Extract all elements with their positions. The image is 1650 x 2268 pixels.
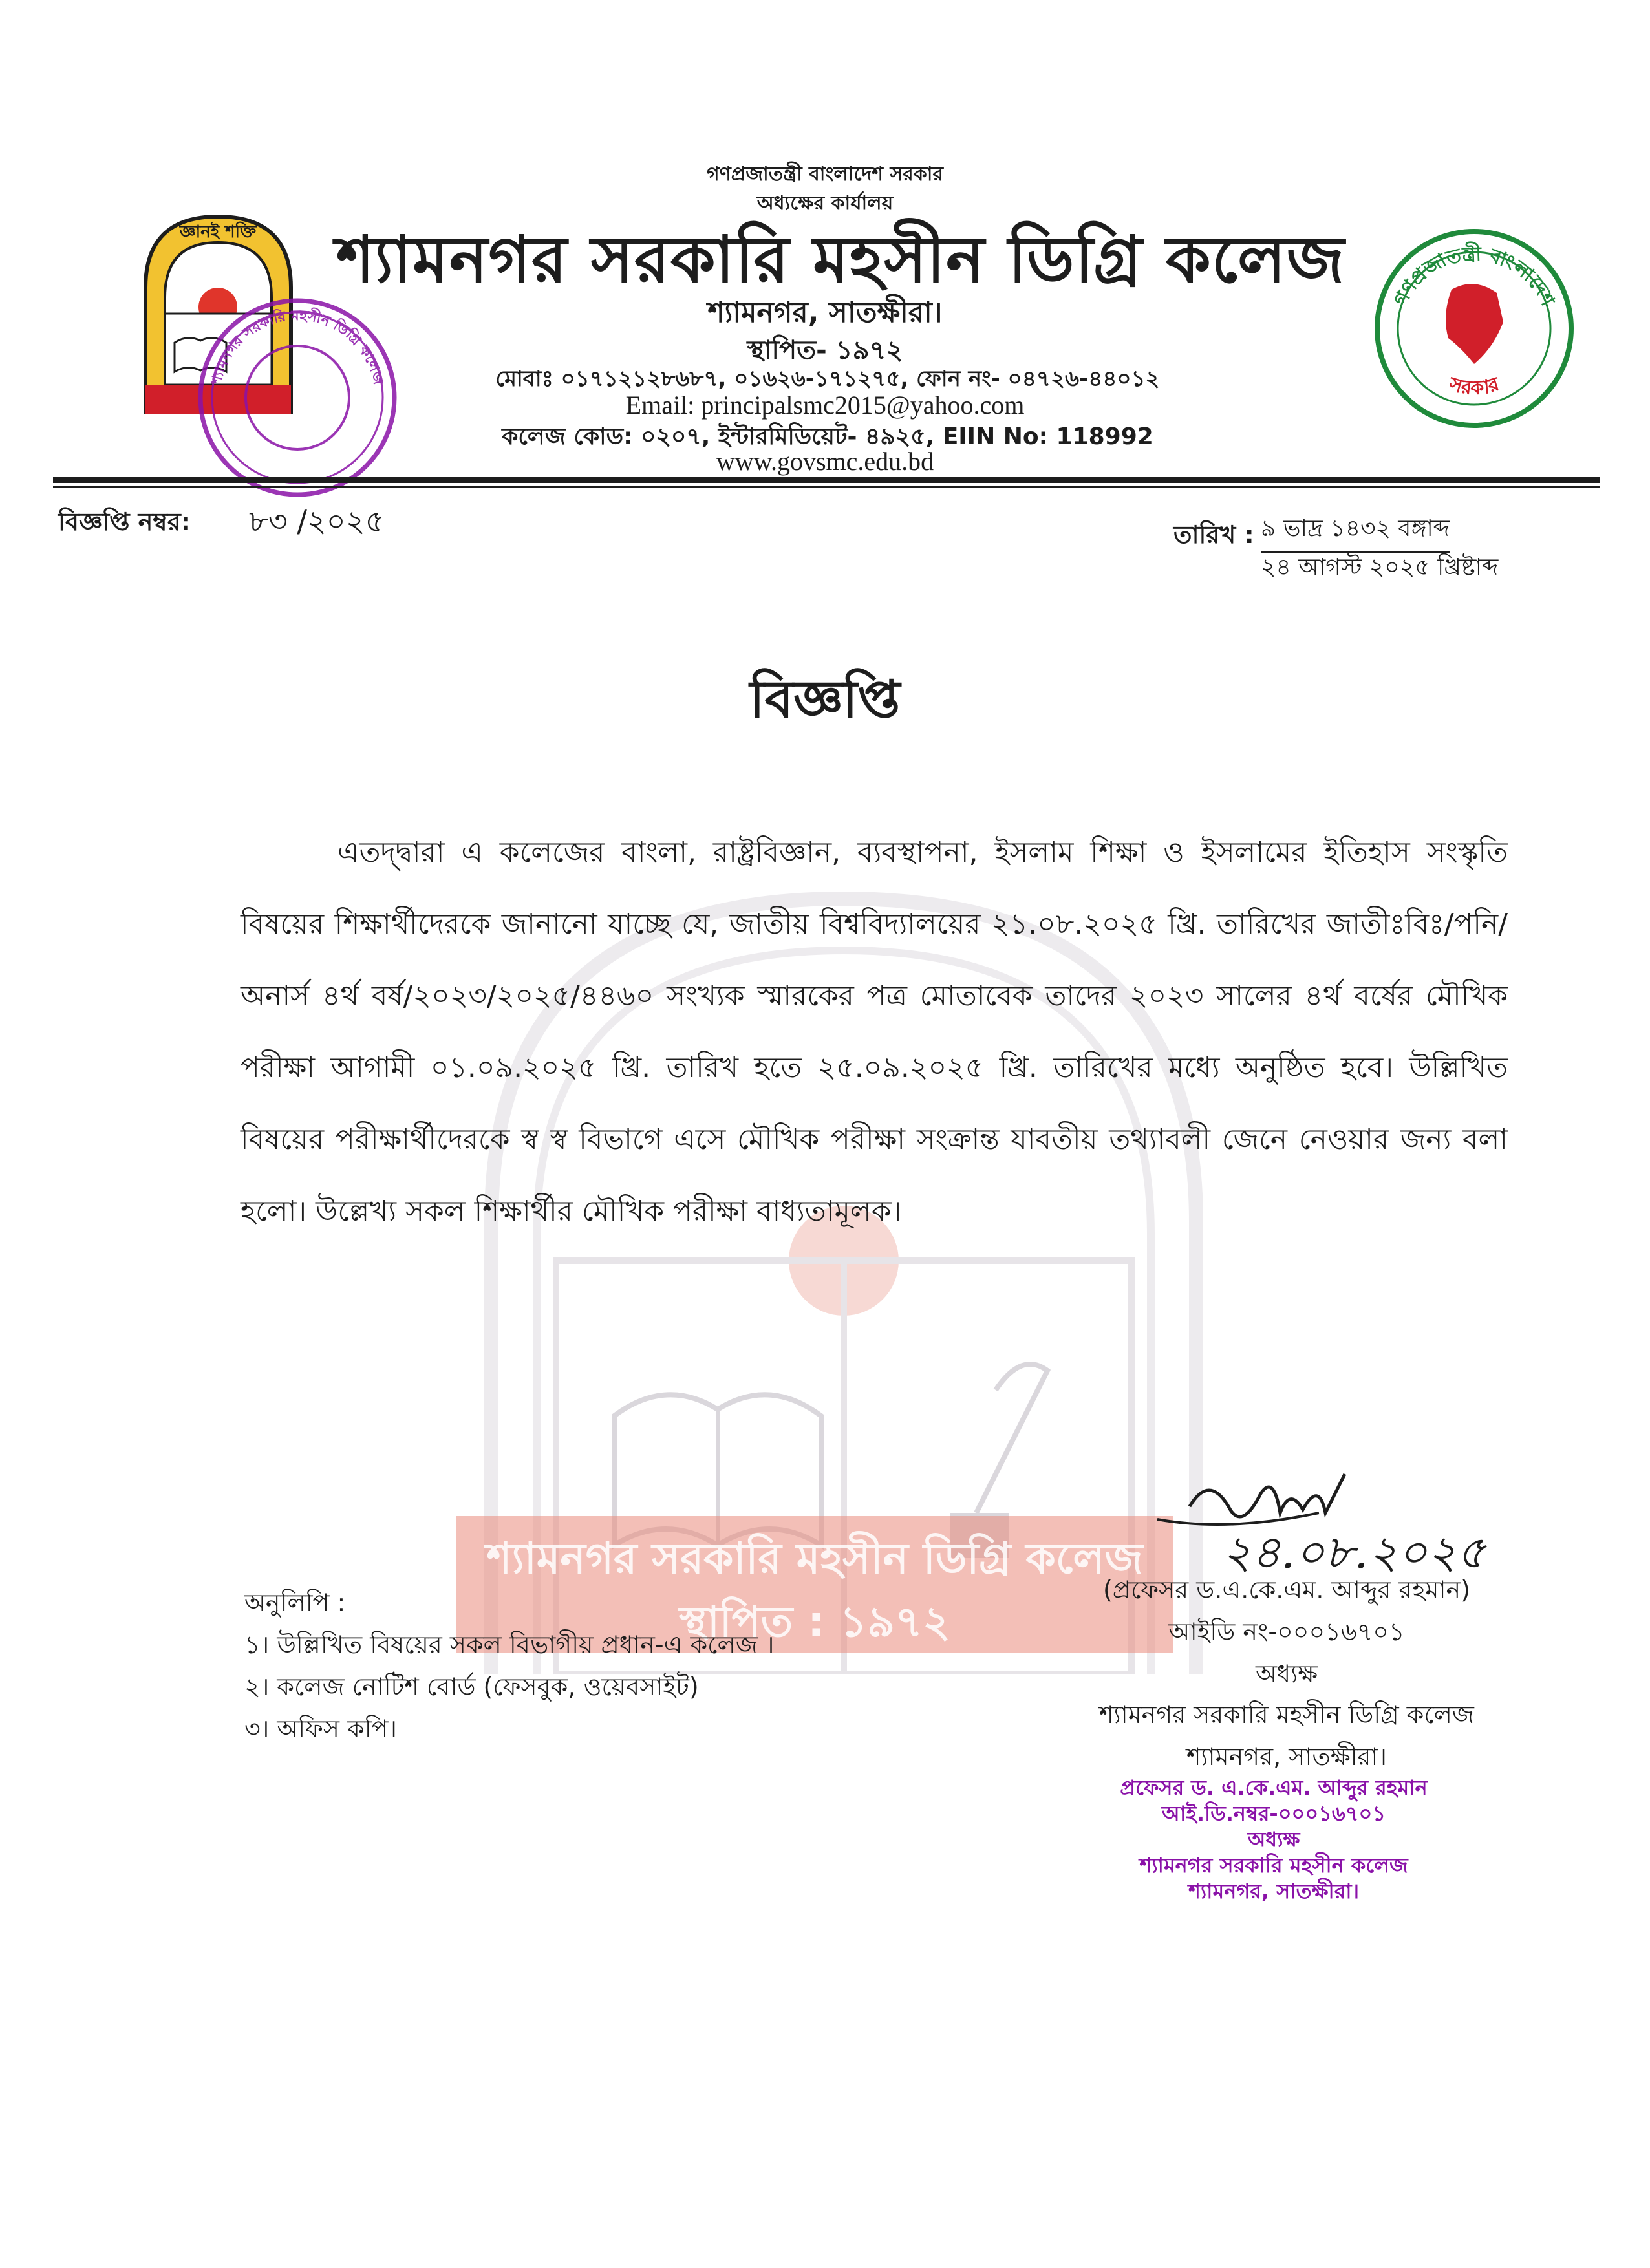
memo-number-value: ৮৩ /২০২৫ xyxy=(249,504,385,539)
seal-bottom-text: সরকার xyxy=(1446,372,1502,400)
stamp-title: অধ্যক্ষ xyxy=(1247,1827,1300,1852)
signatory-name: (প্রফেসর ড.এ.কে.এম. আব্দুর রহমান) xyxy=(1102,1576,1471,1604)
signatory-address: শ্যামনগর, সাতক্ষীরা। xyxy=(1186,1742,1388,1771)
college-codes: কলেজ কোড: ০২০৭, ইন্টারমিডিয়েট- ৪৯২৫, EIIN No: 118992 xyxy=(502,423,1153,450)
office-line: অধ্যক্ষের কার্যালয় xyxy=(756,192,894,215)
principal-stamp xyxy=(1028,1775,1519,1904)
logo-motto: জ্ঞানই শক্তি xyxy=(179,222,257,242)
government-line: গণপ্রজাতন্ত্রী বাংলাদেশ সরকার xyxy=(707,163,943,186)
stamp-id: আই.ডি.নম্বর-০০০১৬৭০১ xyxy=(1161,1801,1386,1826)
date-english: ২৪ আগস্ট ২০২৫ খ্রিষ্টাব্দ xyxy=(1261,554,1499,581)
notice-body: এতদ্দ্বারা এ কলেজের বাংলা, রাষ্ট্রবিজ্ঞান, ব্যবস্থাপনা, ইসলাম শিক্ষা ও ইসলামের ইতিহাস সংস্কৃতি বিষয়ের শিক্ষার্থীদেরকে জানানো যাচ্ছে যে, জাতীয় বিশ্ববিদ্যালয়ের ২১.০৮.২০২৫ খ্রি. তারিখের জাতীঃবিঃ/পনি/অনার্স ৪র্থ বর্ষ/২০২৩/২০২৫/৪৪৬০ সংখ্যক স্মারকের পত্র মোতাবেক তাদের ২০২৩ সালের ৪র্থ বর্ষের মৌখিক পরীক্ষা আগামী ০১.০৯.২০২৫ খ্রি. তারিখ হতে ২৫.০৯.২০২৫ খ্রি. তারিখের মধ্যে অনুষ্ঠিত হবে। উল্লিখিত বিষয়ের পরীক্ষার্থীদেরকে স্ব স্ব বিভাগে এসে মৌখিক পরীক্ষা সংক্রান্ত যাবতীয় তথ্যাবলী জেনে নেওয়ার জন্য বলা হলো। উল্লেখ্য সকল শিক্ষার্থীর মৌখিক পরীক্ষা বাধ্যতামূলক। xyxy=(241,836,1508,1228)
date-bangla: ৯ ভাদ্র ১৪৩২ বঙ্গাব্দ xyxy=(1261,511,1450,553)
signature-date: ২৪.০৮.২০২৫ xyxy=(1222,1526,1486,1579)
copy-item: ১। উল্লিখিত বিষয়ের সকল বিভাগীয় প্রধান-এ কলেজ । xyxy=(244,1631,775,1659)
contact-email[interactable]: Email: principalsmc2015@yahoo.com xyxy=(625,390,1025,420)
header-divider-thick xyxy=(53,477,1600,483)
stamp-name: প্রফেসর ড. এ.কে.এম. আব্দুর রহমান xyxy=(1120,1775,1428,1800)
header-divider-thin xyxy=(53,486,1600,488)
contact-phones: মোবাঃ ০১৭১২১২৮৬৮৭, ০১৬২৬-১৭১২৭৫, ফোন নং- ০৪৭২৬-৪৪০১২ xyxy=(495,366,1160,392)
signatory-title: অধ্যক্ষ xyxy=(1255,1660,1318,1688)
watermark-college-name: শ্যামনগর সরকারি মহসীন ডিগ্রি কলেজ xyxy=(486,1534,1143,1583)
copies-heading: অনুলিপি : xyxy=(244,1589,346,1617)
seal-top-text: গণপ্রজাতন্ত্রী বাংলাদেশ xyxy=(1389,242,1559,310)
college-address: শ্যামনগর, সাতক্ষীরা। xyxy=(707,296,943,329)
memo-number-label: বিজ্ঞপ্তি নম্বর: xyxy=(58,508,191,536)
copy-item: ৩। অফিস কপি। xyxy=(244,1715,397,1743)
signatory-id: আইডি নং-০০০১৬৭০১ xyxy=(1168,1618,1405,1646)
signatory-college: শ্যামনগর সরকারি মহসীন ডিগ্রি কলেজ xyxy=(1099,1700,1474,1729)
notice-title: বিজ্ঞপ্তি xyxy=(749,669,901,729)
round-stamp-text: শ্যামনগর সরকারি মহসীন ডিগ্রি কলেজ xyxy=(208,307,387,387)
stamp-address: শ্যামনগর, সাতক্ষীরা। xyxy=(1188,1879,1360,1903)
established-year: স্থাপিত- ১৯৭২ xyxy=(747,336,903,365)
college-website[interactable]: www.govsmc.edu.bd xyxy=(716,447,934,476)
college-name: শ্যামনগর সরকারি মহসীন ডিগ্রি কলেজ xyxy=(336,222,1345,297)
handwritten-signature xyxy=(1151,1448,1552,1590)
copy-item: ২। কলেজ নোটিশ বোর্ড (ফেসবুক, ওয়েবসাইট) xyxy=(244,1673,699,1701)
stamp-college: শ্যামনগর সরকারি মহসীন কলেজ xyxy=(1139,1853,1408,1878)
date-label: তারিখ : xyxy=(1173,520,1254,549)
watermark-established: স্থাপিত : ১৯৭২ xyxy=(679,1597,950,1647)
